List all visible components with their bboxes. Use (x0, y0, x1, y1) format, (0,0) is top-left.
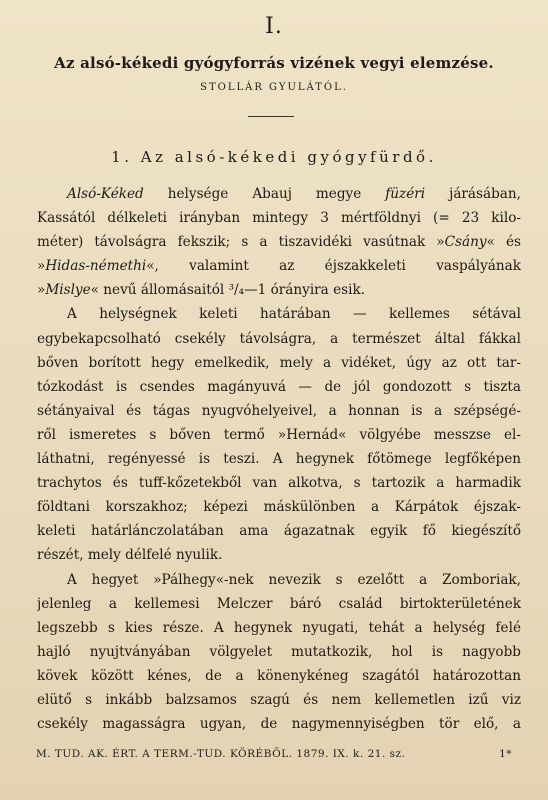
page-footer (0, 748, 548, 768)
text-line: jelenleg a kellemesi Melczer báró család birtokterületének (37, 595, 521, 612)
text-line: láthatni, regényessé is teszi. A hegynek főtömege legfőképen (37, 451, 521, 468)
text-line: hajló nyujtványában völgyelet mutatkozik, hol is nagyobb (37, 643, 521, 660)
text-line: Alsó-Kéked helysége Abauj megye füzéri járásában, (67, 186, 521, 202)
text-line: A hegyet »Pálhegy«-nek nevezik s ezelőtt a Zomboriak, (67, 571, 521, 588)
text-line: elütő s inkább balzsamos szagú és nem kellemetlen izű viz (37, 691, 521, 708)
journal-reference: M. TUD. AK. ÉRT. A TERM.-TUD. KÖRÉBŐL. 1879. IX. k. 21. sz. (36, 748, 406, 760)
text-line: ről ismeretes s bőven termő »Hernád« völgyébe messzse el- (37, 426, 521, 443)
text-line: trachytos és tuff-kőzetekből van alkotva, s tartozik a harmadik (37, 475, 521, 492)
text-line: sétányaival és tágas nyugvóhelyeivel, a honnan is a szépségé- (37, 402, 521, 419)
text-line: földtani korszakhoz; képezi máskülönben a Kárpátok éjszak- (37, 499, 521, 516)
text-line: »Hidas-némethi«, valamint az éjszakkeleti vaspályának (37, 258, 521, 275)
text-line: bőven borított hegy emelkedik, mely a vidéket, úgy az ott tar- (37, 354, 521, 371)
text-line: részét, mely délfelé nyulik. (37, 547, 223, 564)
text-line: tózkodást is csendes magányuvá — de jól gondozott s tiszta (37, 378, 521, 395)
page-number: 1* (499, 748, 512, 760)
chapter-number: I. (265, 14, 283, 39)
section-heading: 1. Az alsó-kékedi gyógyfürdő. (111, 148, 437, 166)
text-line: legszebb s kies része. A hegynek nyugati, tehát a helység felé (37, 619, 521, 636)
text-line: keleti határlánczolatában ama ágazatnak egyik fő kiegészítő (37, 523, 521, 540)
text-line: méter) távolságra fekszik; s a tiszavidéki vasútnak »Csány« és (37, 234, 521, 251)
text-line: »Mislye« nevű állomásaitól ³/₄—1 órányira esik. (37, 282, 366, 299)
title-divider (248, 116, 294, 117)
text-line: egybekapcsolható csekély távolságra, a természet által fákkal (37, 330, 521, 347)
text-line: Kassától délkeleti irányban mintegy 3 mértföldnyi (= 23 kilo- (37, 210, 521, 227)
text-line: A helységnek keleti határában — kellemes sétával (67, 306, 521, 323)
text-line: kövek között kénes, de a könenykéneg szagától határozottan (37, 667, 521, 684)
article-author: STOLLÁR GYULÁTÓL. (200, 82, 348, 93)
text-line: csekély magasságra ugyan, de nagymennyiségben tör elő, a (37, 716, 521, 733)
article-title: Az alsó-kékedi gyógyforrás vizének vegyi elemzése. (54, 54, 494, 72)
body-text (37, 182, 521, 736)
